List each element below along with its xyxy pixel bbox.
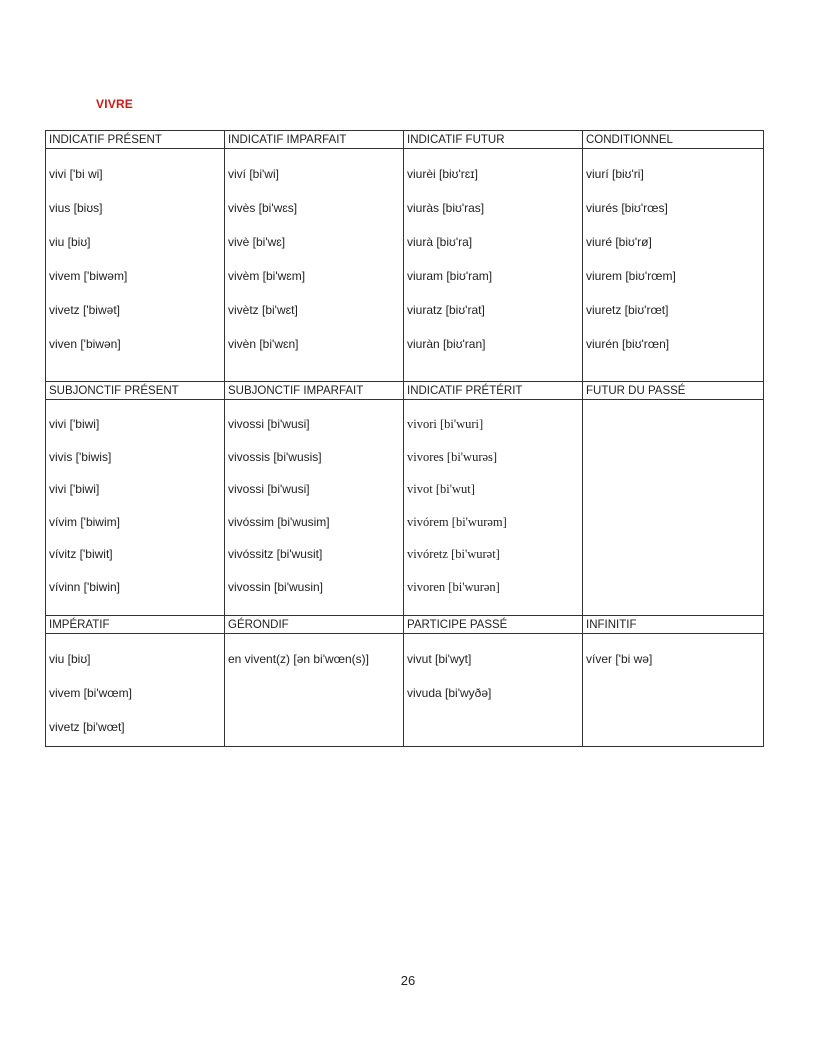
table-cell: vivi ['biwi]	[49, 417, 100, 431]
column-header: INFINITIF	[583, 616, 763, 634]
column-indicatif-preterit	[404, 382, 583, 615]
table-cell: viurèi [biʊ'rɛɪ]	[407, 167, 478, 181]
table-cell: viuretz [biʊ'rœt]	[586, 303, 669, 317]
table-cell: vivot [bi'wut]	[407, 482, 475, 496]
column-header: PARTICIPE PASSÉ	[404, 616, 582, 634]
table-cell: vivossi [bi'wusi]	[228, 417, 310, 431]
column-infinitif	[583, 616, 764, 746]
table-cell: vivetz ['biwət]	[49, 303, 120, 317]
column-subjonctif-present	[46, 382, 225, 615]
table-cell: vivut [bi'wyt]	[407, 652, 472, 666]
table-cell: vius [biʊs]	[49, 201, 103, 215]
table-block-indicative	[46, 131, 764, 382]
column-indicatif-imparfait	[225, 131, 404, 381]
table-cell: vivórem [bi'wurəm]	[407, 514, 507, 529]
table-cell: vivóssitz [bi'wusit]	[228, 547, 323, 561]
table-cell: vivossi [bi'wusi]	[228, 482, 310, 496]
table-cell: vivori [bi'wuri]	[407, 417, 484, 431]
table-cell: vivem ['biwəm]	[49, 269, 128, 283]
table-cell: vivoren [bi'wurən]	[407, 579, 500, 594]
column-header: SUBJONCTIF PRÉSENT	[46, 382, 224, 400]
table-cell: vivi ['bi wi]	[49, 167, 103, 181]
page-title: VIVRE	[96, 97, 134, 111]
column-header: INDICATIF FUTUR	[404, 131, 582, 149]
table-cell: vivuda [bi'wyðə]	[407, 686, 492, 700]
column-header: INDICATIF PRÉSENT	[46, 131, 224, 149]
column-indicatif-present	[46, 131, 225, 381]
table-cell: viuràn [biʊ'ran]	[407, 337, 486, 351]
table-cell: vivossin [bi'wusin]	[228, 579, 323, 594]
table-cell: vívitz ['biwit]	[49, 547, 113, 561]
column-header: GÉRONDIF	[225, 616, 403, 634]
column-gerondif	[225, 616, 404, 746]
table-cell: viven ['biwən]	[49, 337, 121, 351]
table-cell: viví [bi'wi]	[228, 167, 279, 181]
column-header: SUBJONCTIF IMPARFAIT	[225, 382, 403, 400]
table-block-other-forms	[46, 616, 764, 747]
table-cell: vivi ['biwi]	[49, 482, 100, 496]
column-indicatif-futur	[404, 131, 583, 381]
table-cell: viu [biʊ]	[49, 652, 91, 666]
table-cell: vivètz [bi'wɛt]	[228, 303, 298, 317]
column-participe-passe	[404, 616, 583, 746]
column-imperatif	[46, 616, 225, 746]
table-cell: viu [biʊ]	[49, 235, 91, 249]
column-header: FUTUR DU PASSÉ	[583, 382, 763, 400]
conjugation-table	[45, 130, 764, 747]
table-cell: viurem [biʊ'rœm]	[586, 269, 676, 283]
table-cell: viurí [biʊ'ri]	[586, 167, 644, 181]
table-cell: vivóssim [bi'wusim]	[228, 514, 330, 529]
column-futur-du-passe	[583, 382, 764, 615]
table-cell: vivès [bi'wɛs]	[228, 201, 298, 215]
table-cell: víver ['bi wə]	[586, 652, 653, 666]
table-cell: vivossis [bi'wusis]	[228, 449, 322, 464]
column-subjonctif-imparfait	[225, 382, 404, 615]
table-cell: viuratz [biʊ'rat]	[407, 303, 485, 317]
table-block-subjunctive	[46, 382, 764, 616]
table-cell: vivores [bi'wurəs]	[407, 449, 498, 464]
table-cell: viurés [biʊ'rœs]	[586, 201, 668, 215]
table-cell: vívim ['biwim]	[49, 514, 120, 529]
table-cell: vivis ['biwis]	[49, 449, 112, 464]
table-cell: viuré [biʊ'rø]	[586, 235, 652, 249]
table-cell: viurén [biʊ'rœn]	[586, 337, 670, 351]
table-cell: vivetz [bi'wœt]	[49, 720, 125, 734]
table-cell: viuràs [biʊ'ras]	[407, 201, 485, 215]
column-conditionnel	[583, 131, 764, 381]
table-cell: vivè [bi'wɛ]	[228, 235, 286, 249]
column-header: CONDITIONNEL	[583, 131, 763, 149]
page-number: 26	[400, 973, 416, 988]
table-cell: vivèn [bi'wɛn]	[228, 337, 299, 351]
table-cell: viurà [biʊ'ra]	[407, 235, 473, 249]
column-header: INDICATIF IMPARFAIT	[225, 131, 403, 149]
table-cell: vívinn ['biwin]	[49, 579, 120, 594]
table-cell: vivem [bi'wœm]	[49, 686, 132, 700]
column-header: INDICATIF PRÉTÉRIT	[404, 382, 582, 400]
table-cell: vivóretz [bi'wurət]	[407, 547, 500, 561]
column-header: IMPÉRATIF	[46, 616, 224, 634]
table-cell: en vivent(z) [ən bi'wœn(s)]	[228, 652, 369, 666]
table-cell: viuram [biʊ'ram]	[407, 269, 493, 283]
table-cell: vivèm [bi'wɛm]	[228, 269, 306, 283]
